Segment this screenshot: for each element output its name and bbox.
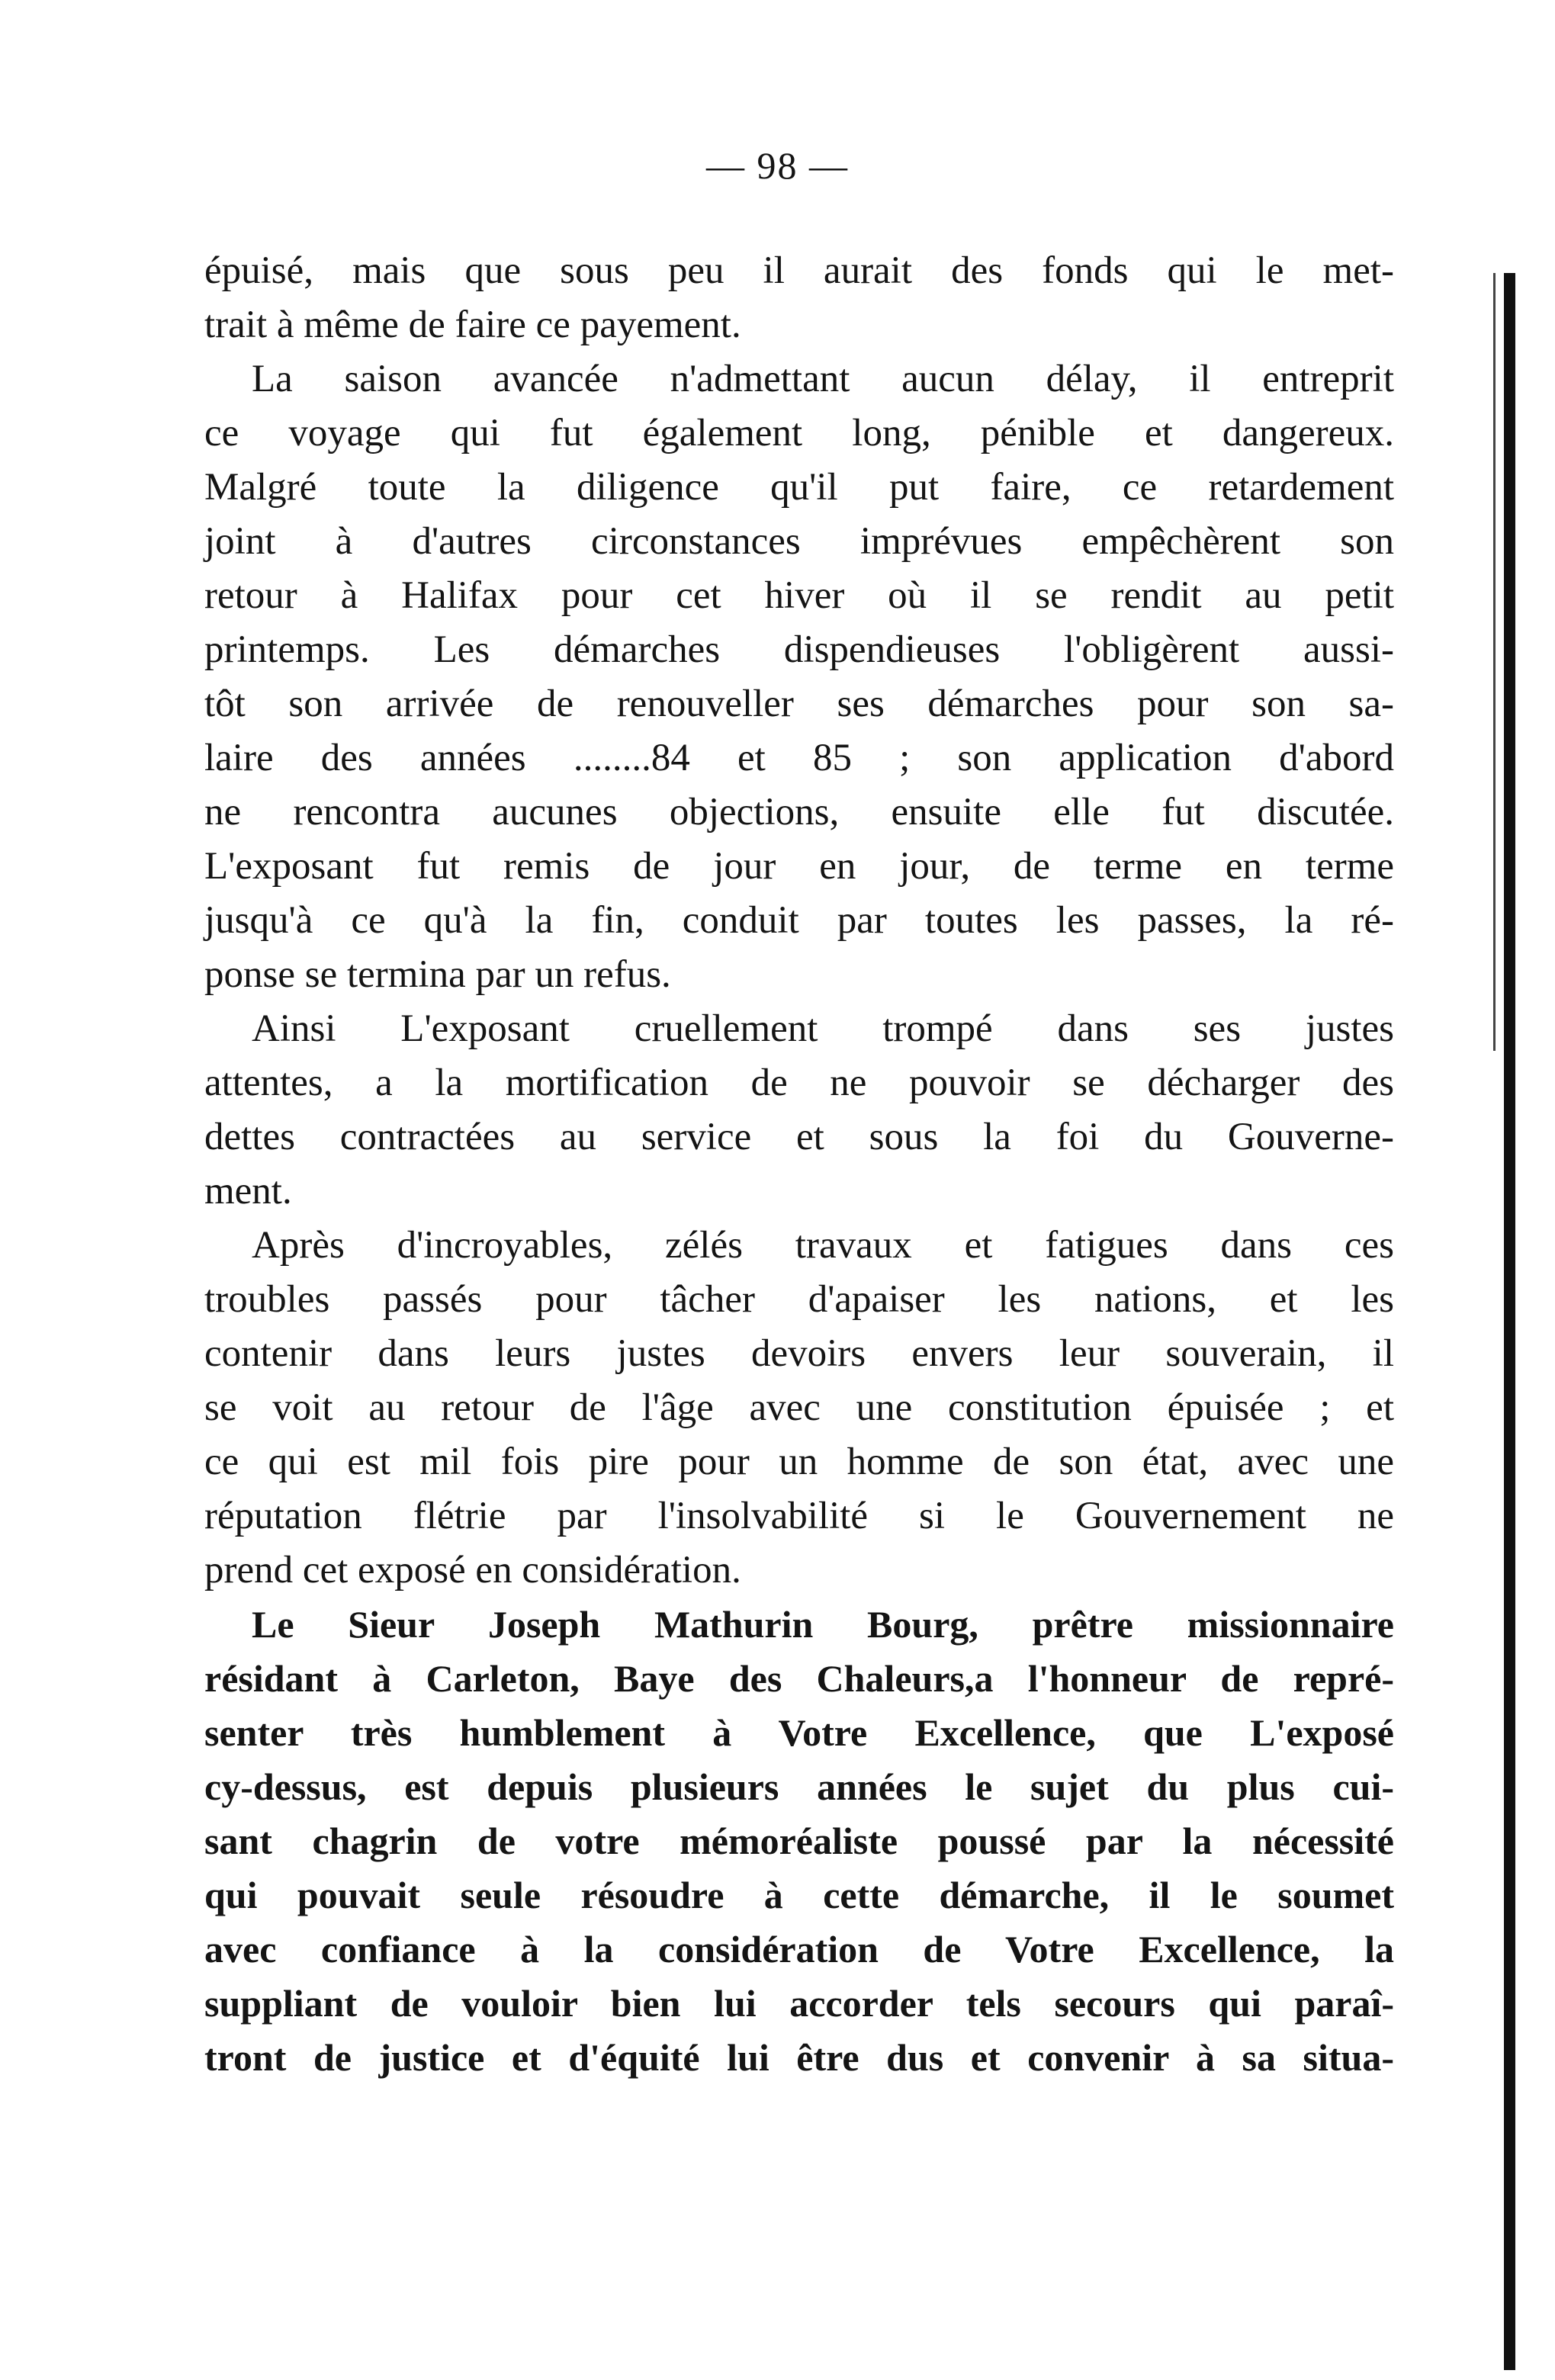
text-line: Malgré toute la diligence qu'il put faire, ce retardement	[204, 466, 1394, 509]
text-line: contenir dans leurs justes devoirs envers leur souverain, il	[204, 1332, 1394, 1375]
page-number: — 98 —	[706, 144, 849, 187]
text-line: ce voyage qui fut également long, pénible et dangereux.	[204, 412, 1394, 454]
text-line: sant chagrin de votre mémoréaliste poussé par la nécessité	[204, 1820, 1394, 1862]
text-line: réputation flétrie par l'insolvabilité si le Gouvernement ne	[204, 1495, 1394, 1537]
text-line: prend cet exposé en considération.	[204, 1549, 741, 1591]
text-line: joint à d'autres circonstances imprévues empêchèrent son	[204, 520, 1394, 563]
text-line: senter très humblement à Votre Excellence, que L'exposé	[204, 1711, 1394, 1754]
text-line: ce qui est mil fois pire pour un homme de son état, avec une	[204, 1441, 1394, 1483]
text-line: retour à Halifax pour cet hiver où il se rendit au petit	[204, 574, 1394, 617]
text-line: qui pouvait seule résoudre à cette démarche, il le soumet	[204, 1874, 1394, 1916]
binding-shadow-line	[1493, 273, 1496, 1051]
text-line: ment.	[204, 1170, 292, 1212]
text-line: ne rencontra aucunes objections, ensuite elle fut discutée.	[204, 791, 1394, 833]
text-line: épuisé, mais que sous peu il aurait des fonds qui le met-	[204, 249, 1394, 292]
text-line: troubles passés pour tâcher d'apaiser les nations, et les	[204, 1278, 1394, 1321]
text-line: avec confiance à la considération de Votre Excellence, la	[204, 1928, 1394, 1970]
text-line: tront de justice et d'équité lui être dus et convenir à sa situa-	[204, 2036, 1394, 2079]
body-text	[204, 244, 1394, 2085]
text-line: se voit au retour de l'âge avec une constitution épuisée ; et	[204, 1386, 1394, 1429]
text-line: La saison avancée n'admettant aucun délay, il entreprit	[252, 358, 1394, 400]
text-line: dettes contractées au service et sous la foi du Gouverne-	[204, 1116, 1394, 1158]
text-line: suppliant de vouloir bien lui accorder tels secours qui paraî-	[204, 1982, 1394, 2025]
text-line: Après d'incroyables, zélés travaux et fatigues dans ces	[252, 1224, 1394, 1267]
text-line: ponse se termina par un refus.	[204, 953, 671, 996]
text-line: printemps. Les démarches dispendieuses l'obligèrent aussi-	[204, 628, 1394, 671]
text-line: trait à même de faire ce payement.	[204, 304, 741, 346]
text-line: L'exposant fut remis de jour en jour, de terme en terme	[204, 845, 1394, 888]
binding-edge-bar	[1504, 273, 1515, 2370]
text-line: Ainsi L'exposant cruellement trompé dans ses justes	[252, 1007, 1394, 1050]
text-line: Le Sieur Joseph Mathurin Bourg, prêtre missionnaire	[252, 1603, 1394, 1646]
text-line: tôt son arrivée de renouveller ses démarches pour son sa-	[204, 683, 1394, 725]
text-line: résidant à Carleton, Baye des Chaleurs,a l'honneur de repré-	[204, 1657, 1394, 1700]
text-line: attentes, a la mortification de ne pouvoir se décharger des	[204, 1062, 1394, 1104]
text-line: laire des années ........84 et 85 ; son application d'abord	[204, 737, 1394, 779]
text-line: jusqu'à ce qu'à la fin, conduit par toutes les passes, la ré-	[204, 899, 1394, 942]
text-line: cy-dessus, est depuis plusieurs années le sujet du plus cui-	[204, 1765, 1394, 1808]
